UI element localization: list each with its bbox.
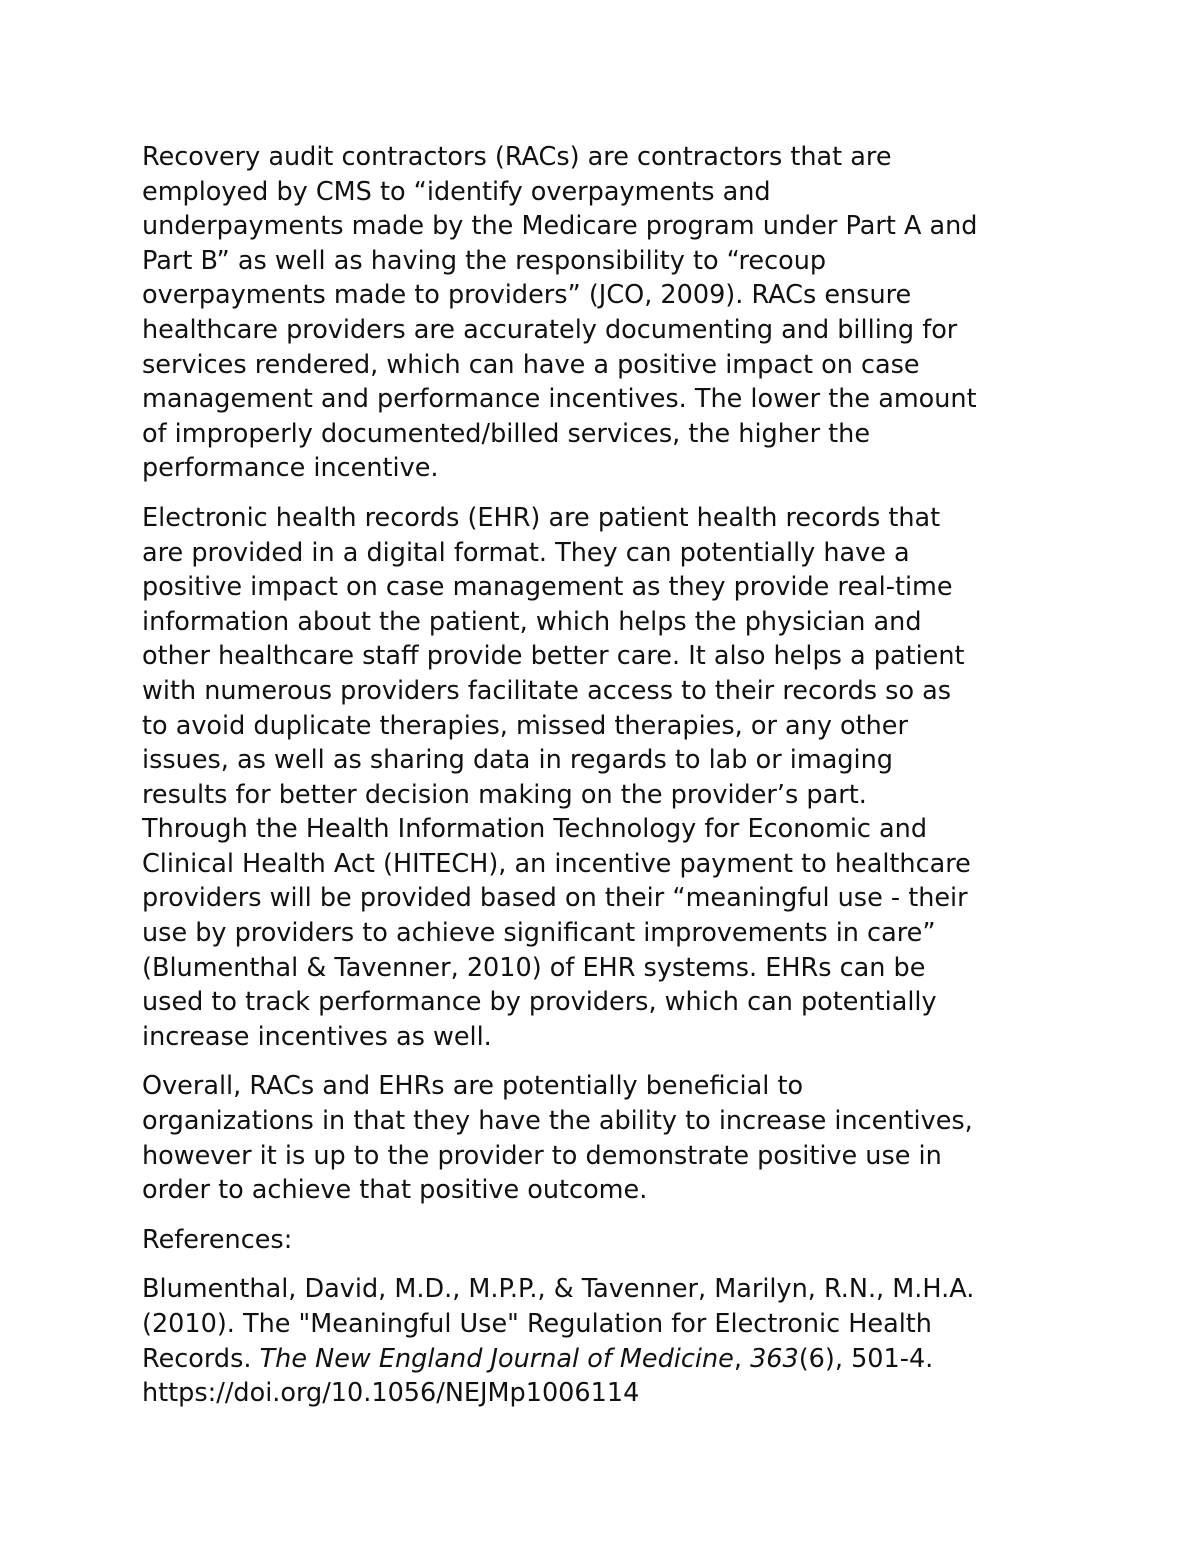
reference-separator: , [733, 1343, 751, 1374]
reference-journal: The New England Journal of Medicine [259, 1343, 734, 1374]
reference-records: Records. [142, 1343, 260, 1374]
paragraph-overall [142, 1069, 1072, 1207]
text-line: Overall, RACs and EHRs are potentially beneficial to [142, 1071, 804, 1102]
text-line: issues, as well as sharing data in regards to lab or imaging [142, 745, 893, 776]
references-heading-text: References: [142, 1224, 293, 1255]
text-line: however it is up to the provider to demonstrate positive use in [142, 1140, 942, 1171]
text-line: are provided in a digital format. They can potentially have a [142, 537, 910, 568]
text-line: overpayments made to providers” (JCO, 2009). RACs ensure [142, 280, 912, 311]
text-line: (Blumenthal & Tavenner, 2010) of EHR systems. EHRs can be [142, 952, 926, 983]
text-line: Through the Health Information Technology for Economic and [142, 814, 928, 845]
references-heading [142, 1223, 1072, 1258]
reference-title: (2010). The "Meaningful Use" Regulation for Electronic Health [142, 1309, 932, 1339]
text-line: other healthcare staff provide better care. It also helps a patient [142, 641, 965, 672]
text-line: services rendered, which can have a positive impact on case [142, 349, 920, 380]
text-line: employed by CMS to “identify overpayments and [142, 176, 771, 207]
reference-volume: 363 [750, 1343, 799, 1374]
text-line: management and performance incentives. The lower the amount [142, 384, 977, 415]
text-line: healthcare providers are accurately documenting and billing for [142, 314, 958, 345]
text-line: Part B” as well as having the responsibility to “recoup [142, 245, 827, 276]
text-line: Recovery audit contractors (RACs) are contractors that are [142, 142, 892, 172]
reference-source [142, 1342, 1072, 1377]
text-line: of improperly documented/billed services, the higher the [142, 418, 871, 449]
text-line: information about the patient, which helps the physician and [142, 606, 922, 637]
text-line: with numerous providers facilitate access to their records so as [142, 675, 952, 706]
text-line: providers will be provided based on their “meaningful use - their [142, 883, 968, 914]
text-line: performance incentive. [142, 453, 439, 484]
reference-issue-pages: (6), 501-4. [798, 1343, 934, 1374]
document-body [142, 140, 1072, 1426]
reference-authors: Blumenthal, David, M.D., M.P.P., & Tavenner, Marilyn, R.N., M.H.A. [142, 1274, 975, 1305]
text-line: results for better decision making on the provider’s part. [142, 779, 867, 810]
text-line: increase incentives as well. [142, 1021, 492, 1052]
text-line: to avoid duplicate therapies, missed therapies, or any other [142, 710, 908, 741]
paragraph-racs [142, 140, 1072, 486]
text-line: use by providers to achieve significant improvements in care” [142, 918, 936, 949]
text-line: used to track performance by providers, which can potentially [142, 987, 937, 1018]
text-line: Clinical Health Act (HITECH), an incentive payment to healthcare [142, 848, 971, 879]
text-line: organizations in that they have the ability to increase incentives, [142, 1106, 973, 1137]
text-line: underpayments made by the Medicare program under Part A and [142, 211, 978, 242]
reference-entry [142, 1272, 1072, 1410]
reference-doi-link[interactable]: https://doi.org/10.1056/NEJMp1006114 [142, 1378, 640, 1409]
paragraph-ehr [142, 501, 1072, 1055]
text-line: Electronic health records (EHR) are patient health records that [142, 502, 941, 533]
text-line: order to achieve that positive outcome. [142, 1175, 648, 1206]
text-line: positive impact on case management as they provide real-time [142, 572, 953, 603]
